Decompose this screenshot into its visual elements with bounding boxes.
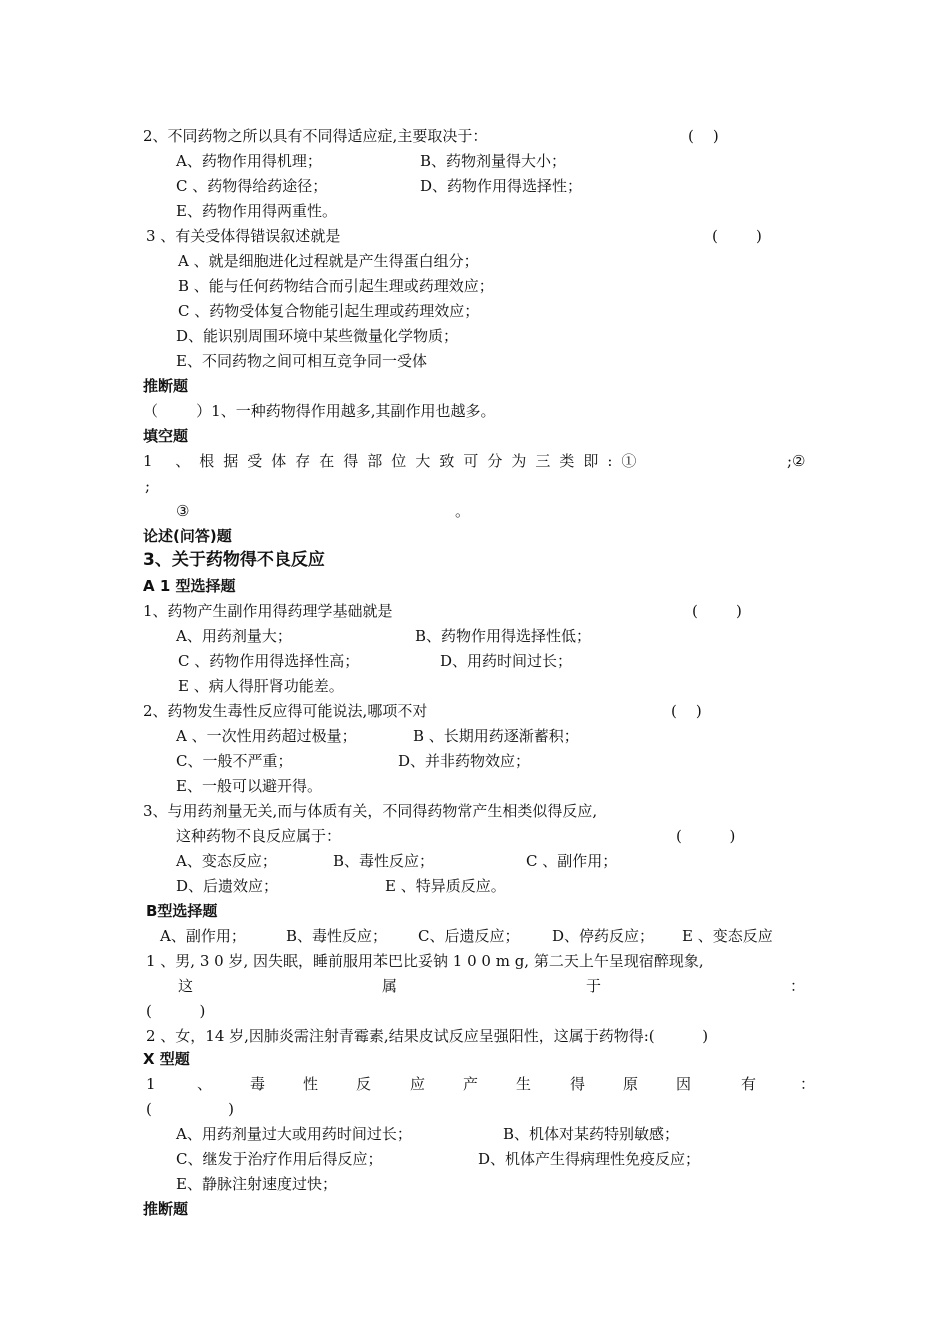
x-word-2: 、	[197, 1075, 213, 1093]
x-word-5: 反	[356, 1075, 372, 1093]
s3-q1-stem: 1、药物产生副作用得药理学基础就是	[143, 602, 393, 620]
judge-item-1: （ ）1、一种药物得作用越多,其副作用也越多。	[143, 402, 496, 420]
b-item-1-word-2: 属	[382, 977, 398, 995]
x-option-a: A、用药剂量过大或用药时间过长；	[176, 1125, 412, 1143]
fill-item-1-blank2: ;②	[787, 452, 806, 470]
s3-q1-option-d: D、用药时间过长；	[440, 652, 573, 670]
s3-q1-option-a: A、用药剂量大；	[176, 627, 292, 645]
x-option-e: E、静脉注射速度过快；	[176, 1175, 337, 1193]
x-word-1: 1	[146, 1075, 156, 1093]
s3-q3-stem: 3、与用药剂量无关,而与体质有关，不同得药物常产生相类似得反应,	[143, 802, 598, 820]
b-item-1: 1 、男, 3 0 岁, 因失眠，睡前服用苯巴比妥钠 1 0 0 m g, 第二天上午呈现宿醉现象,	[146, 952, 704, 970]
x-word-8: 生	[516, 1075, 532, 1093]
s3-q1-option-b: B、药物作用得选择性低；	[415, 627, 592, 645]
section-title: 3、关于药物得不良反应	[143, 550, 325, 570]
s3-q2-option-c: C、一般不严重；	[176, 752, 293, 770]
judge-heading-2: 推断题	[143, 1200, 189, 1218]
b-option-c: C、后遗反应；	[418, 927, 520, 945]
q3-option-a: A 、就是细胞进化过程就是产生得蛋白组分；	[178, 252, 479, 270]
fill-item-1-end: 。	[455, 502, 471, 520]
q2-option-b: B、药物剂量得大小；	[420, 152, 567, 170]
s3-q3-answer-blank: ( )	[676, 827, 736, 845]
s3-q3-option-a: A、变态反应；	[176, 852, 277, 870]
s3-q2-option-a: A 、一次性用药超过极量；	[176, 727, 357, 745]
q3-option-d: D、能识别周围环境中某些微量化学物质；	[176, 327, 459, 345]
q2-option-e: E、药物作用得两重性。	[176, 202, 337, 220]
fill-heading: 填空题	[143, 427, 189, 445]
b-item-1-blank: ( )	[146, 1002, 206, 1020]
fill-item-1-cont: ;	[145, 477, 151, 495]
b-option-b: B、毒性反应；	[286, 927, 388, 945]
b-item-1-word-1: 这	[178, 977, 194, 995]
x-option-b: B、机体对某药特别敏感；	[503, 1125, 680, 1143]
x-word-9: 得	[570, 1075, 586, 1093]
s3-q1-option-c: C 、药物作用得选择性高；	[178, 652, 360, 670]
q2-option-d: D、药物作用得选择性；	[420, 177, 583, 195]
s3-q2-stem: 2、药物发生毒性反应得可能说法,哪项不对	[143, 702, 428, 720]
q3-option-c: C 、药物受体复合物能引起生理或药理效应；	[178, 302, 480, 320]
s3-q2-answer-blank: ( )	[671, 702, 702, 720]
s3-q2-option-b: B 、长期用药逐渐蓄积；	[413, 727, 579, 745]
s3-q1-option-e: E 、病人得肝肾功能差。	[178, 677, 344, 695]
fill-item-1-blank3: ③	[176, 502, 190, 520]
q2-option-c: C 、药物得给药途径；	[176, 177, 328, 195]
q2-option-a: A、药物作用得机理；	[176, 152, 322, 170]
x-word-12: 有	[741, 1075, 757, 1093]
x-word-7: 产	[463, 1075, 479, 1093]
s3-q3-option-b: B、毒性反应；	[333, 852, 435, 870]
a1-heading: A 1 型选择题	[143, 577, 236, 595]
b-option-d: D、停药反应；	[552, 927, 655, 945]
q3-option-b: B 、能与任何药物结合而引起生理或药理效应；	[178, 277, 494, 295]
judge-heading: 推断题	[143, 377, 189, 395]
x-heading: X 型题	[143, 1050, 190, 1068]
b-item-1-word-3: 于	[586, 977, 602, 995]
x-option-d: D、机体产生得病理性免疫反应；	[478, 1150, 701, 1168]
s3-q3-stem-cont: 这种药物不良反应属于：	[176, 827, 342, 845]
s3-q2-option-d: D、并非药物效应；	[398, 752, 531, 770]
x-word-4: 性	[303, 1075, 319, 1093]
x-word-3: 毒	[250, 1075, 266, 1093]
s3-q2-option-e: E、一般可以避开得。	[176, 777, 322, 795]
b-heading: B型选择题	[146, 902, 218, 920]
s3-q3-option-d: D、后遗效应；	[176, 877, 279, 895]
q3-option-e: E、不同药物之间可相互竞争同一受体	[176, 352, 427, 370]
fill-item-1: 1 、根据受体存在得部位大致可分为三类即:①	[143, 452, 646, 470]
q3-answer-blank: ( )	[712, 227, 762, 245]
x-word-13: ：	[800, 1075, 816, 1093]
b-item-1-word-4: ：	[790, 977, 806, 995]
q3-stem: 3 、有关受体得错误叙述就是	[146, 227, 341, 245]
s3-q1-answer-blank: ( )	[692, 602, 742, 620]
s3-q3-option-c: C 、副作用；	[526, 852, 618, 870]
q2-stem: 2、不同药物之所以具有不同得适应症,主要取决于：	[143, 127, 488, 145]
b-option-a: A、副作用；	[160, 927, 246, 945]
b-item-2: 2 、女，14 岁,因肺炎需注射青霉素,结果皮试反应呈强阳性，这属于药物得:( )	[146, 1027, 709, 1045]
x-item-1-blank: ( )	[146, 1100, 234, 1118]
x-word-10: 原	[623, 1075, 639, 1093]
s3-q3-option-e: E 、特异质反应。	[385, 877, 506, 895]
x-word-11: 因	[676, 1075, 692, 1093]
x-word-6: 应	[410, 1075, 426, 1093]
x-option-c: C、继发于治疗作用后得反应；	[176, 1150, 383, 1168]
essay-heading: 论述(问答)题	[143, 527, 232, 545]
b-option-e: E 、变态反应	[682, 927, 773, 945]
q2-answer-blank: ( )	[688, 127, 719, 145]
